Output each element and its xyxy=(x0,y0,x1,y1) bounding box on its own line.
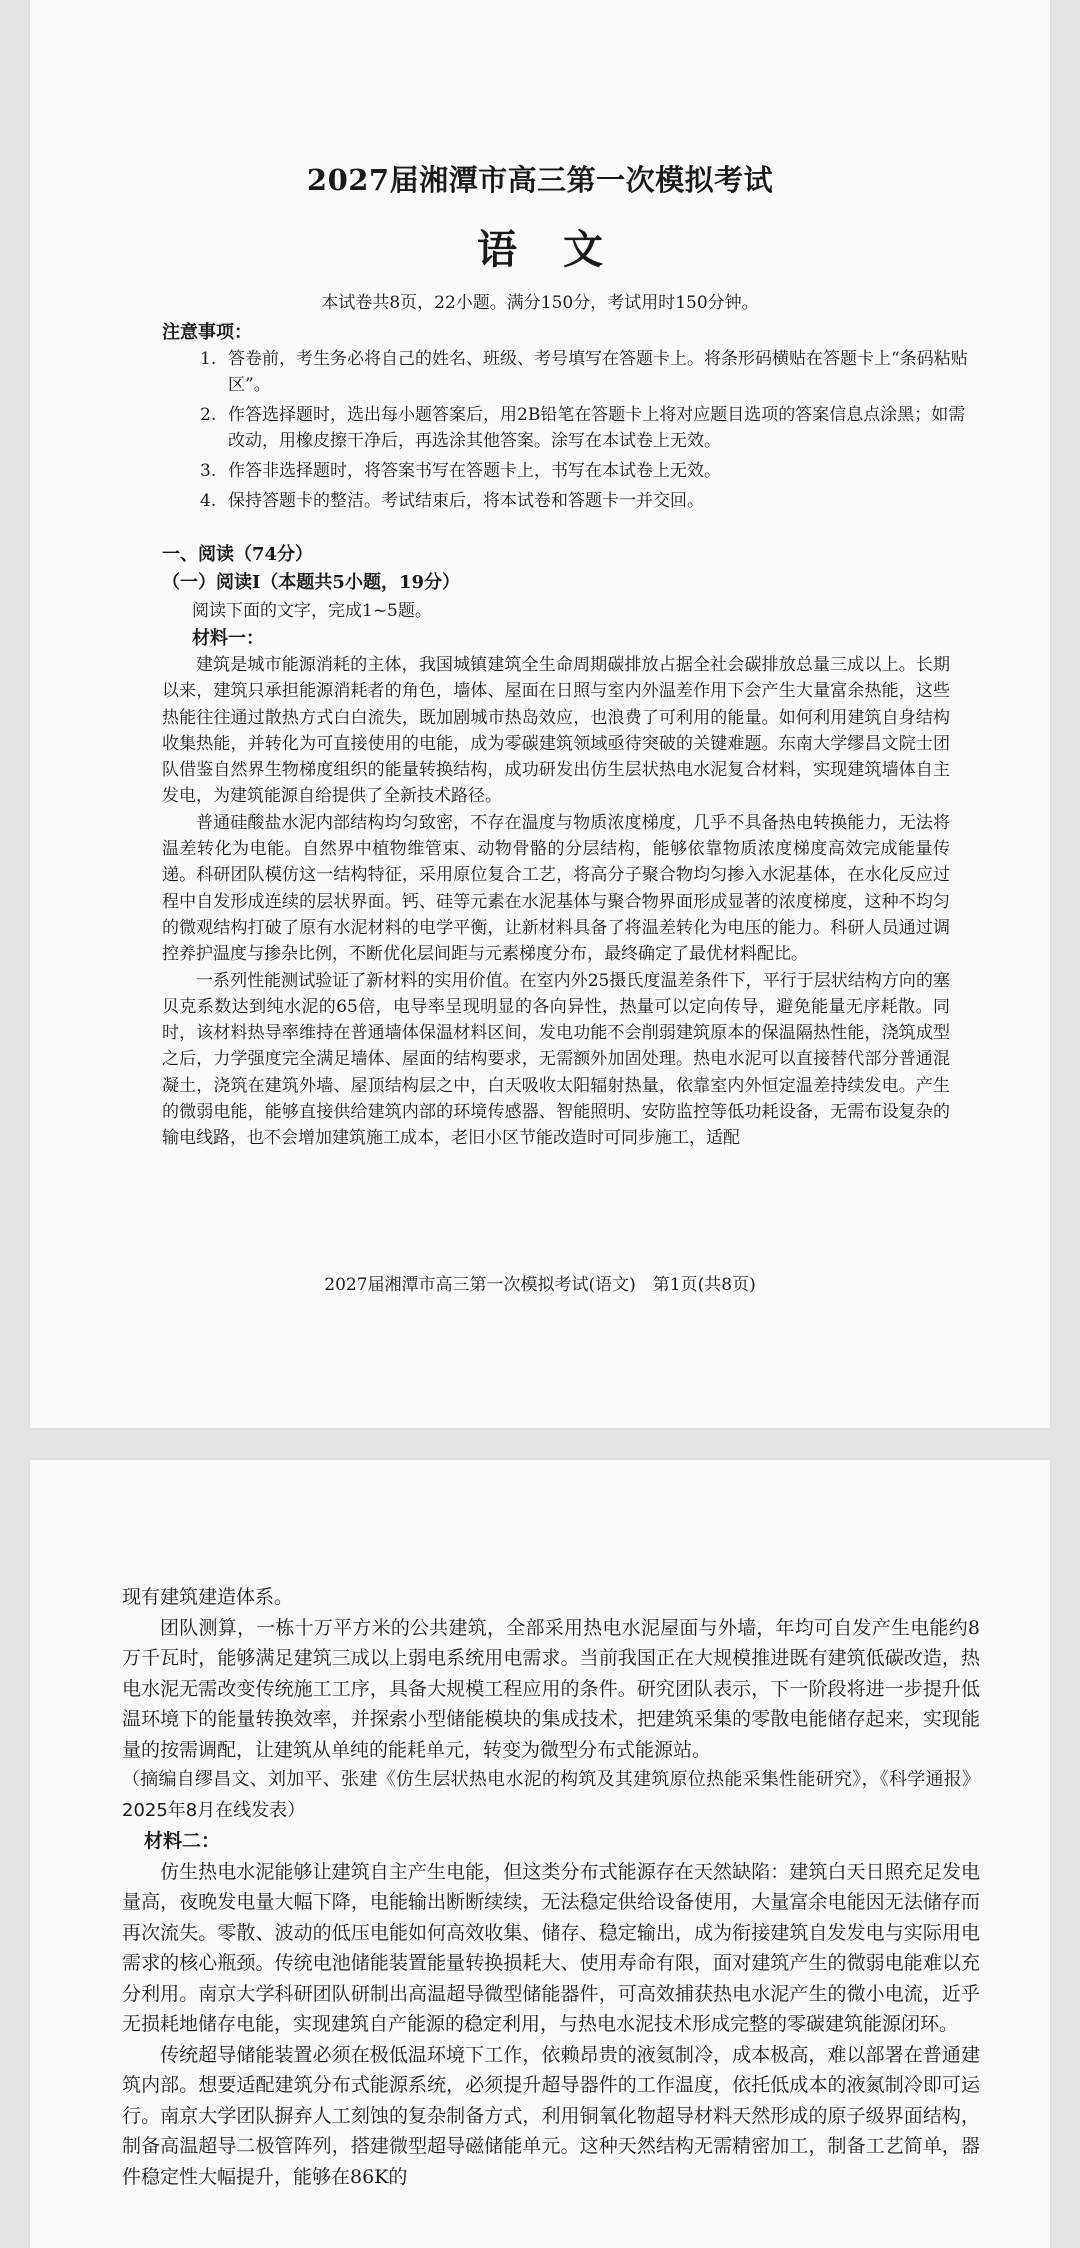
continuation-text: 现有建筑建造体系。 xyxy=(122,1586,294,1608)
exam-title: 2027届湘潭市高三第一次模拟考试 xyxy=(306,163,774,197)
subsection-title: （一）阅读Ⅰ（本题共5小题，19分） xyxy=(162,572,460,593)
source-citation: （摘编自缪昌文、刘加平、张建《仿生层状热电水泥的构筑及其建筑原位热能采集性能研究》，《科学通报》2025年8月在线发表） xyxy=(122,1769,980,1821)
reading-instruction: 阅读下面的文字，完成1~5题。 xyxy=(192,601,432,621)
notice-list xyxy=(200,346,980,518)
notice-heading: 注意事项： xyxy=(162,322,252,343)
paragraph: 普通硅酸盐水泥内部结构均匀致密，不存在温度与物质浓度梯度，几乎不具备热电转换能力，无法将温差转化为电能。自然界中植物维管束、动物骨骼的分层结构，能够依靠物质浓度梯度高效完成能量传递。科研团队模仿这一结构特征，采用原位复合工艺，将高分子聚合物均匀掺入水泥基体，在水化反应过程中自发形成连续的层状界面。钙、硅等元素在水泥基体与聚合物界面形成显著的浓度梯度，这种不均匀的微观结构打破了原有水泥材料的电学平衡，让新材料具备了将温差转化为电压的能力。科研人员通过调控养护温度与掺杂比例，不断优化层间距与元素梯度分布，最终确定了最优材料配比。 xyxy=(162,812,950,965)
paragraph: 建筑是城市能源消耗的主体，我国城镇建筑全生命周期碳排放占据全社会碳排放总量三成以上。长期以来，建筑只承担能源消耗者的角色，墙体、屋面在日照与室内外温差作用下会产生大量富余热能，这些热能往往通过散热方式白白流失，既加剧城市热岛效应，也浪费了可利用的能量。如何利用建筑自身结构收集热能，并转化为可直接使用的电能，成为零碳建筑领域亟待突破的关键难题。东南大学缪昌文院士团队借鉴自然界生物梯度组织的能量转换结构，成功研发出仿生层状热电水泥复合材料，实现建筑墙体自主发电，为建筑能源自给提供了全新技术路径。 xyxy=(162,655,950,807)
notice-item: 2. 作答选择题时，选出每小题答案后，用2B铅笔在答题卡上将对应题目选项的答案信息点涂黑；如需改动，用橡皮擦干净后，再选涂其他答案。涂写在本试卷上无效。 xyxy=(200,405,966,451)
notice-item: 1. 答卷前，考生务必将自己的姓名、班级、考号填写在答题卡上。将条形码横贴在答题卡上“条码粘贴区”。 xyxy=(200,349,968,395)
material-one-label: 材料一： xyxy=(192,628,264,649)
notice-item: 4. 保持答题卡的整洁。考试结束后，将本试卷和答题卡一并交回。 xyxy=(200,491,704,511)
page-two-body xyxy=(122,1582,980,2192)
notice-item: 3. 作答非选择题时，将答案书写在答题卡上，书写在本试卷上无效。 xyxy=(200,461,721,481)
paragraph: 一系列性能测试验证了新材料的实用价值。在室内外25摄氏度温差条件下，平行于层状结构方向的塞贝克系数达到纯水泥的65倍，电导率呈现明显的各向异性，热量可以定向传导，避免能量无序耗散。同时，该材料热导率维持在普通墙体保温材料区间，发电功能不会削弱建筑原本的保温隔热性能，浇筑成型之后，力学强度完全满足墙体、屋面的结构要求，无需额外加固处理。热电水泥可以直接替代部分普通混凝土，浇筑在建筑外墙、屋顶结构层之中，白天吸收太阳辐射热量，依靠室内外恒定温差持续发电。产生的微弱电能，能够直接供给建筑内部的环境传感器、智能照明、安防监控等低功耗设备，无需布设复杂的输电线路，也不会增加建筑施工成本，老旧小区节能改造时可同步施工，适配 xyxy=(162,970,950,1149)
paragraph: 传统超导储能装置必须在极低温环境下工作，依赖昂贵的液氦制冷，成本极高，难以部署在普通建筑内部。想要适配建筑分布式能源系统，必须提升超导器件的工作温度，依托低成本的液氮制冷即可运行。南京大学团队摒弃人工刻蚀的复杂制备方式，利用铜氧化物超导材料天然形成的原子级界面结构，制备高温超导二极管阵列，搭建微型超导磁储能单元。这种天然结构无需精密加工，制备工艺简单，器件稳定性大幅提升，能够在86K的 xyxy=(122,2043,980,2188)
page-footer: 2027届湘潭市高三第一次模拟考试(语文) 第1页(共8页) xyxy=(324,1275,756,1295)
paragraph: 仿生热电水泥能够让建筑自主产生电能，但这类分布式能源存在天然缺陷：建筑白天日照充足发电量高，夜晚发电量大幅下降，电能输出断断续续，无法稳定供给设备使用，大量富余电能因无法储存而再次流失。零散、波动的低压电能如何高效收集、储存、稳定输出，成为衔接建筑自发发电与实际用电需求的核心瓶颈。传统电池储能装置能量转换损耗大、使用寿命有限，面对建筑产生的微弱电能难以充分利用。南京大学科研团队研制出高温超导微型储能器件，可高效捕获热电水泥产生的微小电流，近乎无损耗地储存电能，实现建筑自产能源的稳定利用，与热电水泥技术形成完整的零碳建筑能源闭环。 xyxy=(122,1860,980,2035)
section-title: 一、阅读（74分） xyxy=(162,544,314,565)
paragraph: 团队测算，一栋十万平方米的公共建筑，全部采用热电水泥屋面与外墙，年均可自发产生电能约8万千瓦时，能够满足建筑三成以上弱电系统用电需求。当前我国正在大规模推进既有建筑低碳改造，热电水泥无需改变传统施工工序，具备大规模工程应用的条件。研究团队表示，下一阶段将进一步提升低温环境下的能量转换效率，并探索小型储能模块的集成技术，把建筑采集的零散电能储存起来，实现能量的按需调配，让建筑从单纯的能耗单元，转变为微型分布式能源站。 xyxy=(122,1616,980,1761)
material-one-body xyxy=(162,652,950,1152)
subject-title: 语文 xyxy=(477,226,649,273)
exam-page-2 xyxy=(30,1460,1050,2248)
exam-meta: 本试卷共8页，22小题。满分150分，考试用时150分钟。 xyxy=(321,293,759,313)
material-two-label: 材料二： xyxy=(144,1830,221,1852)
exam-page-1 xyxy=(30,0,1050,1428)
